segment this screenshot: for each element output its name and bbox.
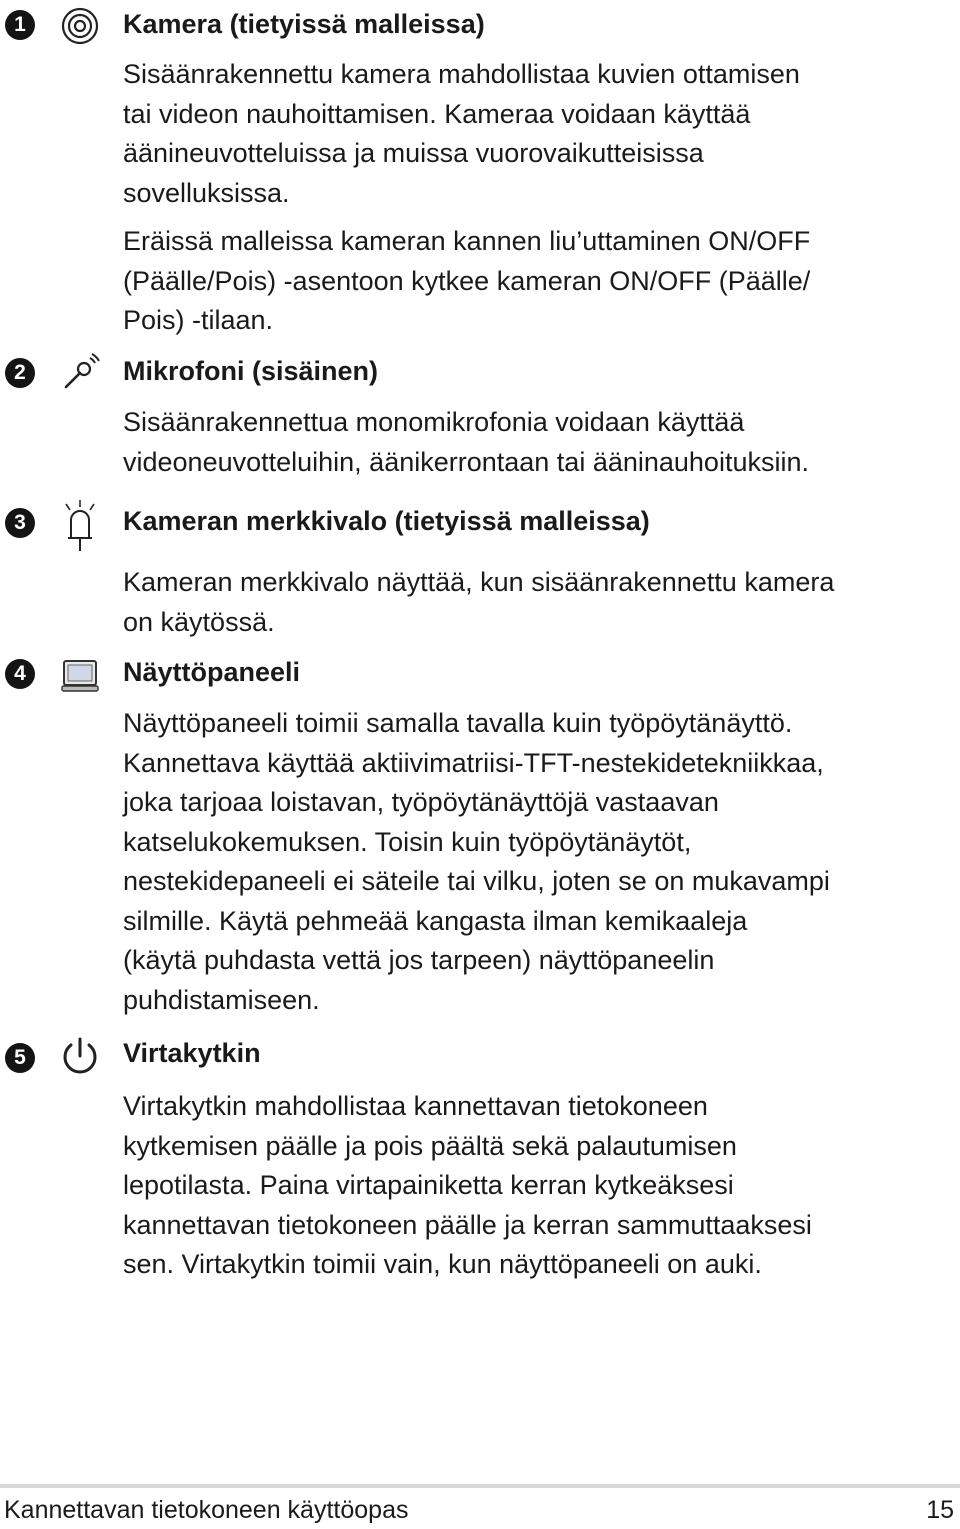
- number-badge: 5: [5, 1043, 35, 1073]
- number-badge: 1: [5, 10, 35, 40]
- section-heading: Kamera (tietyissä malleissa): [123, 9, 485, 39]
- page-number: 15: [926, 1496, 954, 1524]
- power-icon: [60, 1036, 100, 1076]
- section-paragraph: Sisäänrakennettua monomikrofonia voidaan käyttää videoneuvotteluihin, äänikerrontaan tai ääninauhoituksiin.: [123, 407, 809, 477]
- section-paragraph: Kameran merkkivalo näyttää, kun sisäänrakennettu kamera on käytössä.: [123, 567, 835, 637]
- camera-icon: [60, 6, 100, 46]
- section-heading: Mikrofoni (sisäinen): [123, 356, 379, 386]
- section-paragraph: Sisäänrakennettu kamera mahdollistaa kuvien ottamisen tai videon nauhoittamisen. Kameraa voidaan käyttää äänineuvotteluissa ja muissa vuorovaikutteisissa sovelluksissa.: [123, 59, 800, 208]
- display-icon: [60, 656, 100, 696]
- number-badge: 2: [5, 358, 35, 388]
- number-badge: 4: [5, 659, 35, 689]
- section-heading: Kameran merkkivalo (tietyissä malleissa): [123, 506, 650, 536]
- number-badge: 3: [5, 508, 35, 538]
- section-paragraph: Virtakytkin mahdollistaa kannettavan tietokoneen kytkemisen päälle ja pois päältä sekä palautumisen lepotilasta. Paina virtapainiketta kerran kytkeäksesi kannettavan tietokoneen päälle ja kerran sammuttaaksesi sen. Virtakytkin toimii vain, kun näyttöpaneeli on auki.: [123, 1091, 812, 1279]
- footer-title: Kannettavan tietokoneen käyttöopas: [4, 1496, 409, 1524]
- microphone-icon: [60, 352, 100, 392]
- indicator-light-icon: [60, 498, 100, 554]
- footer-divider: [0, 1484, 960, 1488]
- section-heading: Virtakytkin: [123, 1038, 261, 1068]
- section-heading: Näyttöpaneeli: [123, 657, 301, 687]
- section-paragraph: Eräissä malleissa kameran kannen liu’uttaminen ON/OFF (Päälle/Pois) -asentoon kytkee kameran ON/OFF (Päälle/ Pois) -tilaan.: [123, 226, 811, 335]
- section-paragraph: Näyttöpaneeli toimii samalla tavalla kuin työpöytänäyttö. Kannettava käyttää aktiivimatriisi-TFT-nestekidetekniikkaa, joka tarjoaa loistavan, työpöytänäyttöjä vastaavan katselukokemuksen. Toisin kuin työpöytänäytöt, nestekidepaneeli ei säteile tai vilku, joten se on mukavampi silmille. Käytä pehmeää kangasta ilman kemikaaleja (käytä puhdasta vettä jos tarpeen) näyttöpaneelin puhdistamiseen.: [123, 708, 830, 1015]
